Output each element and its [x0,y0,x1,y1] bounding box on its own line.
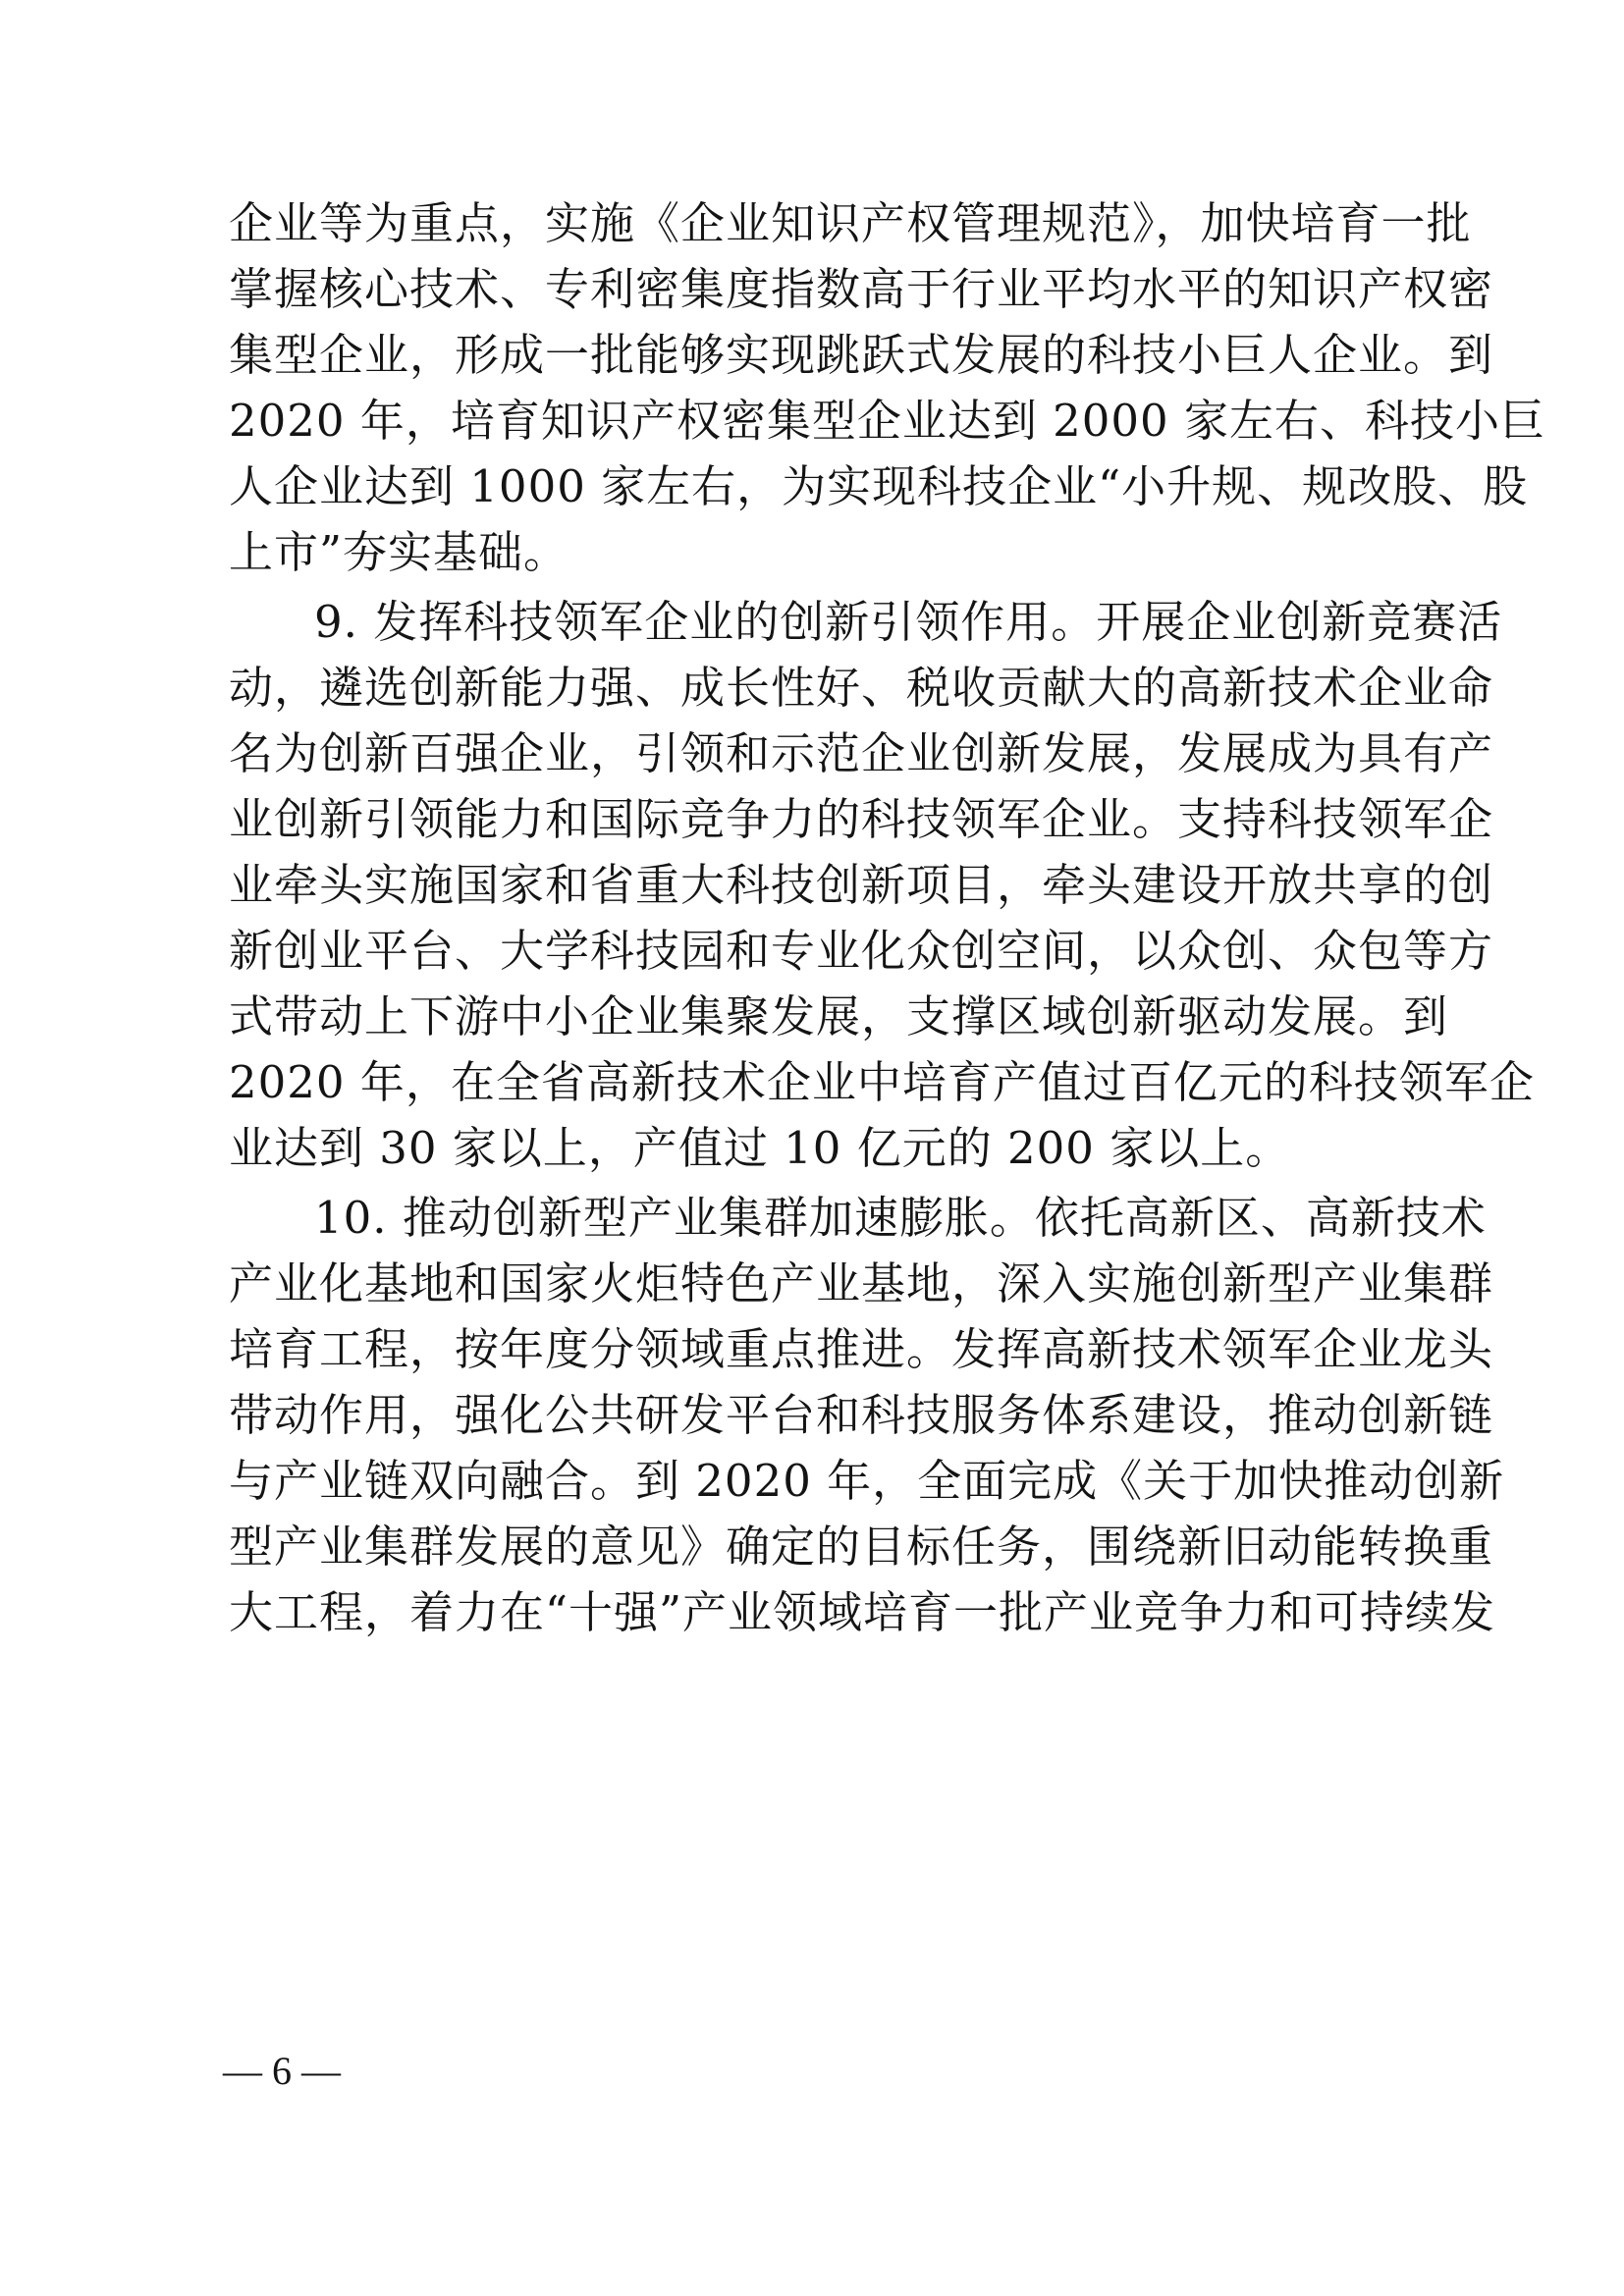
body-text-line: 与产业链双向融合。到 2020 年，全面完成《关于加快推动创新 [229,1455,1505,1507]
body-text-line: 式带动上下游中小企业集聚发展，支撑区域创新驱动发展。到 [229,990,1449,1042]
body-text-line: 型产业集群发展的意见》确定的目标任务，围绕新旧动能转换重 [229,1521,1494,1573]
body-text-line: 名为创新百强企业，引领和示范企业创新发展，发展成为具有产 [229,727,1494,779]
body-text-line: 业牵头实施国家和省重大科技创新项目，牵头建设开放共享的创 [229,859,1494,911]
body-text-line: 集型企业，形成一批能够实现跳跃式发展的科技小巨人企业。到 [229,329,1494,381]
page-number: — 6 — [223,2049,341,2093]
body-text-line: 培育工程，按年度分领域重点推进。发挥高新技术领军企业龙头 [229,1323,1494,1375]
body-text-line: 带动作用，强化公共研发平台和科技服务体系建设，推动创新链 [229,1389,1494,1441]
body-text-line: 动，遴选创新能力强、成长性好、税收贡献大的高新技术企业命 [229,662,1494,714]
body-text-line: 大工程，着力在“十强”产业领域培育一批产业竞争力和可持续发 [229,1586,1496,1638]
body-text-line: 业创新引领能力和国际竞争力的科技领军企业。支持科技领军企 [229,793,1494,845]
paragraph-heading-9: 9. 发挥科技领军企业的创新引领作用。开展企业创新竞赛活 [314,596,1503,648]
body-text-line: 人企业达到 1000 家左右，为实现科技企业“小升规、规改股、股 [229,460,1529,512]
body-text-line: 企业等为重点，实施《企业知识产权管理规范》，加快培育一批 [229,197,1472,249]
body-text-line: 产业化基地和国家火炬特色产业基地，深入实施创新型产业集群 [229,1257,1494,1309]
paragraph-heading-10: 10. 推动创新型产业集群加速膨胀。依托高新区、高新技术 [314,1192,1487,1244]
body-text-line: 新创业平台、大学科技园和专业化众创空间，以众创、众包等方 [229,925,1494,977]
body-text-line: 2020 年，在全省高新技术企业中培育产值过百亿元的科技领军企 [229,1056,1535,1108]
body-text-line: 2020 年，培育知识产权密集型企业达到 2000 家左右、科技小巨 [229,395,1545,447]
body-text-line: 业达到 30 家以上，产值过 10 亿元的 200 家以上。 [229,1122,1291,1174]
body-text-line: 掌握核心技术、专利密集度指数高于行业平均水平的知识产权密 [229,263,1494,315]
body-text-line: 上市”夯实基础。 [229,526,569,578]
